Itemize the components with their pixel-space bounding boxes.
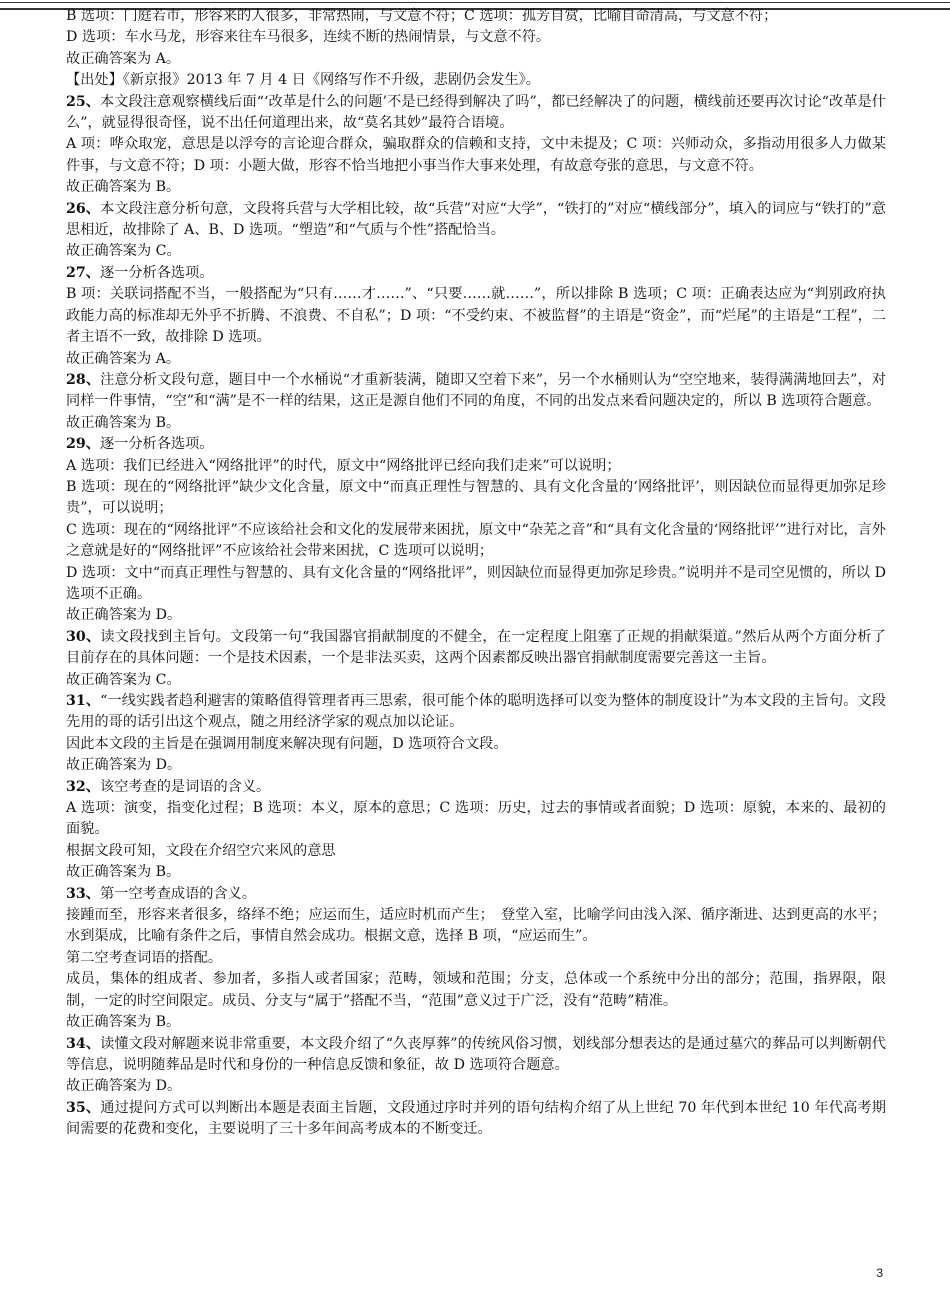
paragraph-text: 故正确答案为 D。 <box>66 1078 182 1095</box>
question-number: 29、 <box>66 436 100 453</box>
explanation-paragraph <box>66 563 886 606</box>
explanation-paragraph <box>66 284 886 348</box>
paragraph-text: 根据文段可知，文段在介绍空穴来风的意思 <box>66 842 336 859</box>
paragraph-text: D 选项：文中“而真正理性与智慧的、具有文化含量的“网络批评”，则因缺位而显得更加弥足珍贵。”说明并不是司空见惯的，所以 D 选项不正确。 <box>66 564 886 602</box>
paragraph-text: 读懂文段对解题来说非常重要，本文段介绍了“久丧厚葬”的传统风俗习惯，划线部分想表达的是通过墓穴的葬品可以判断朝代等信息，说明随葬品是时代和身份的一种信息反馈和象征，故 D 选项符合题意。 <box>66 1035 886 1073</box>
explanation-paragraph <box>66 456 886 477</box>
question-number: 27、 <box>66 264 100 281</box>
explanation-paragraph <box>66 349 886 370</box>
question-number: 30、 <box>66 628 101 645</box>
explanation-paragraph <box>66 755 886 776</box>
paragraph-text: 接踵而至，形容来者很多，络绎不绝；应运而生，适应时机而产生； 登堂入室，比喻学问由浅入深、循序渐进、达到更高的水平；水到渠成，比喻有条件之后，事情自然会成功。根据文意，选择 B 项，“应运而生”。 <box>66 907 886 945</box>
explanation-paragraph <box>66 1076 886 1097</box>
paragraph-text: 【出处】《新京报》2013 年 7 月 4 日《网络写作不升级，悲剧仍会发生》。 <box>66 72 540 89</box>
paragraph-text: 逐一分析各选项。 <box>99 436 214 453</box>
explanation-paragraph <box>66 862 886 883</box>
question-number: 26、 <box>66 200 101 217</box>
question-paragraph <box>66 92 886 135</box>
paragraph-text: 故正确答案为 B。 <box>66 179 181 196</box>
explanation-paragraph <box>66 49 886 70</box>
explanation-paragraph <box>66 70 886 91</box>
explanation-paragraph <box>66 27 886 48</box>
question-paragraph <box>66 884 886 905</box>
answer-explanations <box>66 6 886 1141</box>
explanation-paragraph <box>66 948 886 969</box>
question-paragraph <box>66 691 886 734</box>
paragraph-text: 第一空考查成语的含义。 <box>99 885 257 902</box>
explanation-paragraph <box>66 905 886 948</box>
explanation-paragraph <box>66 1012 886 1033</box>
paragraph-text: 本文段注意观察横线后面“‘改革是什么的问题’不是已经得到解决了吗”，都已经解决了的问题，横线前还要再次讨论“改革是什么”，就显得很奇怪，说不出任何道理出来，故“莫名其妙”最符合语境。 <box>66 93 886 132</box>
paragraph-text: 通过提问方式可以判断出本题是表面主旨题，文段通过序时并列的语句结构介绍了从上世纪 70 年代到本世纪 10 年代高考期间需要的花费和变化，主要说明了三十多年间高考成本的不断变迁。 <box>66 1099 886 1138</box>
explanation-paragraph <box>66 177 886 198</box>
explanation-paragraph <box>66 798 886 841</box>
explanation-paragraph <box>66 6 886 27</box>
paragraph-text: C 选项：现在的“网络批评”不应该给社会和文化的发展带来困扰，原文中“杂芜之音”和“具有文化含量的‘网络批评’”进行对比，言外之意就是好的“网络批评”不应该给社会带来困扰，C 选项可以说明； <box>66 521 886 560</box>
paragraph-text: “一线实践者趋利避害的策略值得管理者再三思索，很可能个体的聪明选择可以变为整体的制度设计”为本文段的主旨句。文段先用的哥的话引出这个观点，随之用经济学家的观点加以论证。 <box>66 693 886 731</box>
explanation-paragraph <box>66 477 886 520</box>
paragraph-text: 故正确答案为 C。 <box>66 243 181 260</box>
paragraph-text: A 项：哗众取宠，意思是以浮夸的言论迎合群众，骗取群众的信赖和支持，文中未提及；C 项：兴师动众，多指动用很多人力做某件事，与文意不符；D 项：小题大做，形容不恰当地把小事当作大事来处理，有故意夸张的意思，与文意不符。 <box>66 136 886 174</box>
explanation-paragraph <box>66 670 886 691</box>
paragraph-text: 本文段注意分析句意，文段将兵营与大学相比较，故“兵营”对应“大学”，“铁打的”对应“横线部分”，填入的词应与“铁打的”意思相近，故排除了 A、B、D 选项。“塑造”和“气质与个性”搭配恰当。 <box>66 200 886 239</box>
paragraph-text: 故正确答案为 A。 <box>66 50 181 67</box>
paragraph-text: A 选项：演变，指变化过程；B 选项：本义，原本的意思；C 选项：历史，过去的事情或者面貌；D 选项：原貌，本来的、最初的面貌。 <box>66 800 886 838</box>
paragraph-text: B 项：关联词搭配不当，一般搭配为“只有……才……”、“只要……就……”，所以排除 B 选项；C 项：正确表达应为“判别政府执政能力高的标准却无外乎不折腾、不浪费、不自私”；D 项：“不受约束、不被监督”的主语是“资金”，而“烂尾”的主语是“工程”，二者主语不一致，故排除 D 选项。 <box>66 286 886 346</box>
question-number: 31、 <box>66 693 101 709</box>
paragraph-text: B 选项：现在的“网络批评”缺少文化含量，原文中“而真正理性与智慧的、具有文化含量的‘网络批评’，则因缺位而显得更加弥足珍贵”，可以说明； <box>66 478 886 517</box>
question-paragraph <box>66 263 886 284</box>
paragraph-text: 故正确答案为 B。 <box>66 1014 181 1031</box>
explanation-paragraph <box>66 841 886 862</box>
paragraph-text: D 选项：车水马龙，形容来往车马很多，连续不断的热闹情景，与文意不符。 <box>66 29 551 46</box>
question-paragraph <box>66 199 886 242</box>
paragraph-text: 注意分析文段句意，题目中一个水桶说“才重新装满，随即又空着下来”，另一个水桶则认为“空空地来，装得满满地回去”，对同样一件事情，“空”和“满”是不一样的结果，这正是源自他们不同的角度，不同的出发点来看问题决定的，所以 B 选项符合题意。 <box>66 371 886 410</box>
explanation-paragraph <box>66 134 886 177</box>
question-paragraph <box>66 777 886 798</box>
page-number: 3 <box>876 1266 883 1280</box>
paragraph-text: 因此本文段的主旨是在强调用制度来解决现有问题，D 选项符合文段。 <box>66 735 508 752</box>
question-number: 33、 <box>66 885 100 902</box>
paragraph-text: B 选项：门庭若市，形容来的人很多，非常热闹，与文意不符；C 选项：孤芳自赏，比喻自命清高，与文意不符； <box>66 8 778 24</box>
paragraph-text: 读文段找到主旨句。文段第一句“我国器官捐献制度的不健全，在一定程度上阻塞了正规的捐献渠道。”然后从两个方面分析了目前存在的具体问题：一个是技术因素，一个是非法买卖，这两个因素都反映出器官捐献制度需要完善这一主旨。 <box>66 628 886 667</box>
question-number: 25、 <box>66 93 101 110</box>
paragraph-text: 故正确答案为 B。 <box>66 864 181 881</box>
paragraph-text: 故正确答案为 D。 <box>66 757 182 774</box>
paragraph-text: A 选项：我们已经进入“网络批评”的时代，原文中“网络批评已经向我们走来”可以说明； <box>66 457 621 474</box>
question-number: 34、 <box>66 1035 101 1052</box>
question-paragraph <box>66 1098 886 1141</box>
explanation-paragraph <box>66 520 886 563</box>
explanation-paragraph <box>66 413 886 434</box>
explanation-paragraph <box>66 734 886 755</box>
question-paragraph <box>66 1034 886 1077</box>
explanation-paragraph <box>66 605 886 626</box>
question-paragraph <box>66 434 886 455</box>
question-paragraph <box>66 370 886 413</box>
paragraph-text: 该空考查的是词语的含义。 <box>99 778 271 795</box>
paragraph-text: 逐一分析各选项。 <box>99 264 214 281</box>
paragraph-text: 故正确答案为 A。 <box>66 350 181 367</box>
question-number: 28、 <box>66 371 101 388</box>
paragraph-text: 故正确答案为 D。 <box>66 607 182 624</box>
question-number: 32、 <box>66 778 100 795</box>
explanation-paragraph <box>66 241 886 262</box>
paragraph-text: 故正确答案为 C。 <box>66 671 181 688</box>
paragraph-text: 第二空考查词语的搭配。 <box>66 949 223 966</box>
question-number: 35、 <box>66 1099 101 1116</box>
question-paragraph <box>66 627 886 670</box>
explanation-paragraph <box>66 969 886 1012</box>
paragraph-text: 故正确答案为 B。 <box>66 414 181 431</box>
paragraph-text: 成员，集体的组成者、参加者，多指人或者国家；范畴，领域和范围；分支，总体或一个系统中分出的部分；范围，指界限，限制，一定的时空间限定。成员、分支与“属于”搭配不当，“范围”意义过于广泛，没有“范畴”精准。 <box>66 971 886 1009</box>
